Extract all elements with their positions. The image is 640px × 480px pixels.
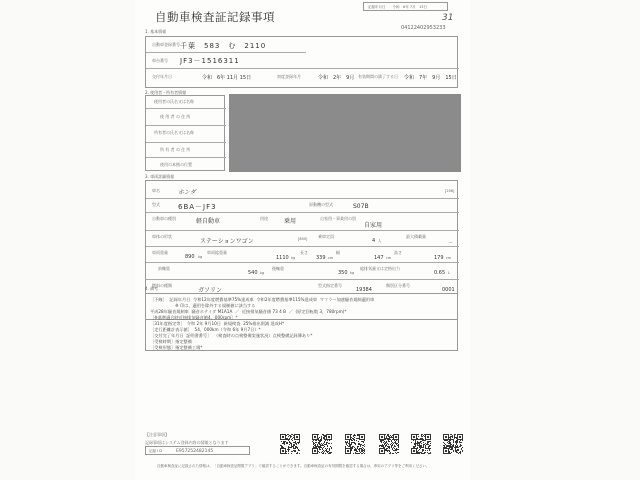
- height-value: 179: [434, 255, 444, 261]
- remarks-line-8: ［受検時期］指定整備: [150, 339, 192, 344]
- body-shape: ステーションワゴン: [200, 238, 254, 245]
- basic-info-section: 1. 基本情報: [145, 29, 167, 34]
- category-number-label: 類別区分番号: [386, 283, 410, 288]
- use-label: 用途: [260, 216, 268, 221]
- record-date: 記録年月日 令和 6年 7月 13日: [368, 5, 428, 9]
- vehicle-kind-label: 自動車の種別: [152, 216, 176, 221]
- type-number-value: 19384: [356, 287, 372, 293]
- handwritten-number: 31: [442, 13, 454, 23]
- base-location-label: 使用の本拠の位置: [160, 162, 192, 167]
- remarks-line-3: 平成28年騒音規制車 騒音ホテイダ M1A1A ／ 近接排気騒音値 73 4 B ／ (原定回転数 3，780rpm)*: [150, 309, 347, 314]
- remarks-line-2: ※ 印は、適用を除外する規制値に該当する: [150, 303, 256, 308]
- remarks-line-6: ［走行距離計表示値］ 54，000km（令和 6年 9月7日）*: [150, 327, 261, 332]
- rear-axle-label: 後軸重: [272, 266, 284, 271]
- length-unit: cm: [328, 256, 334, 260]
- displacement-value: 0.65: [434, 270, 446, 276]
- notice-title: 【注意事項】: [145, 432, 169, 437]
- purpose-value: 自家用: [364, 222, 383, 229]
- vehicle-weight-value: 890: [185, 254, 195, 260]
- rear-axle-value: 350: [338, 270, 348, 276]
- remarks-line-5: ［31年度指定等］ 令和 2年 9月10日 新規検査 25%排出削減 達成H*: [150, 321, 285, 326]
- qr-code-2: [312, 434, 332, 454]
- front-axle-value: 540: [248, 270, 258, 276]
- vehicle-section: 3. 車両詳細情報: [145, 174, 175, 179]
- front-axle-label: 前軸重: [158, 266, 170, 271]
- width-unit: cm: [386, 256, 392, 260]
- capacity-value: 4: [372, 238, 376, 244]
- fuel-label: 燃料の種類: [152, 283, 172, 288]
- issue-date: 令和 6年 11月 15日: [202, 75, 252, 81]
- fuel-value: ガソリン: [198, 287, 223, 294]
- vehicle-kind: 軽自動車: [196, 218, 221, 225]
- front-axle-unit: kg: [260, 271, 265, 275]
- inspection-record-sheet: [135, 0, 470, 480]
- model-label: 型式: [152, 202, 160, 207]
- record-id-value: E957252482145: [176, 449, 214, 454]
- engine-label: 原動機の型式: [309, 202, 333, 207]
- document-number: 04122402953233: [401, 25, 446, 31]
- fine-print: 自動車検査証に記録された情報は、「自動車検査証閲覧アプリ」で確認することができます。自動車検査証の有効期限を確認する場合は、専用のアプリ等をご利用ください。: [157, 464, 430, 468]
- registration-number: 千葉 583 む 2110: [180, 42, 267, 50]
- use-value: 乗用: [284, 218, 297, 225]
- vehicle-weight-label: 車両重量: [152, 250, 168, 255]
- gross-weight-unit: kg: [291, 256, 296, 260]
- record-id-box: [145, 446, 250, 455]
- width-value: 147: [374, 255, 384, 261]
- engine-model: S07B: [353, 203, 369, 210]
- first-registration-date: 令和 2年 9月: [318, 75, 355, 81]
- maker-code: [206]: [445, 189, 455, 193]
- qr-code-1: [280, 434, 300, 454]
- width-label: 幅: [336, 250, 340, 255]
- capacity-label: 乗車定員: [318, 234, 334, 239]
- displacement-unit: L: [448, 271, 450, 275]
- body-code: [800]: [298, 237, 308, 241]
- record-id-label: 記録 I D: [149, 449, 162, 453]
- max-load-label: 最大積載量: [406, 234, 426, 239]
- max-load-value: －: [448, 240, 454, 246]
- expiry-date: 令和 7年 9月 15日: [404, 75, 457, 81]
- notice-block: [145, 432, 265, 446]
- length-label: 長さ: [300, 250, 308, 255]
- remarks-line-1: ［下線］ 記録年月日 令和12年度燃費基準75%達成車 令和2年度燃費基準115%達成車 マフラー加速騒音規制適用車: [150, 297, 375, 302]
- qr-code-6: [443, 434, 463, 454]
- redacted-owner-info: [229, 94, 461, 172]
- qr-code-4: [379, 434, 399, 454]
- expiry-date-label: 有効期間の満了する日: [358, 74, 398, 79]
- maker-label: 車名: [152, 188, 160, 193]
- user-address-label: 使 用 者 の 住 所: [160, 114, 191, 119]
- type-number-label: 型式指定番号: [318, 283, 342, 288]
- notice-body: 記録事項はシステム登録内容の情報となります: [145, 440, 229, 445]
- model-code: 6BA－JF3: [178, 203, 217, 211]
- remarks-section: 4. 備考: [145, 286, 159, 291]
- body-shape-label: 車体の形状: [152, 234, 172, 239]
- qr-code-5: [411, 434, 431, 454]
- remarks-box: [145, 293, 458, 351]
- user-name-label: 使用者の氏名又は名称: [154, 99, 194, 104]
- first-registration-label: 初度登録年月: [277, 74, 301, 79]
- maker-name: ホンダ: [178, 189, 196, 196]
- chassis-number: JF3－1516311: [180, 57, 240, 65]
- issue-date-label: 交付年月日: [152, 74, 172, 79]
- category-number-value: 0001: [442, 287, 455, 293]
- gross-weight-label: 車両総重量: [207, 250, 227, 255]
- qr-code-3: [345, 434, 365, 454]
- record-date-box: [363, 2, 448, 11]
- chassis-number-label: 車台番号: [152, 58, 168, 63]
- vehicle-weight-unit: kg: [198, 255, 203, 259]
- remarks-line-4: ［※基準適合時近接排気騒音値4，000rpm］*: [150, 315, 238, 320]
- basic-info-table: [145, 36, 458, 88]
- owner-name-label: 所有者の氏名又は名称: [154, 130, 194, 135]
- page-title: 自動車検査証記録事項: [155, 10, 275, 24]
- length-value: 339: [316, 255, 326, 261]
- owner-address-label: 所 有 者 の 住 所: [160, 147, 191, 152]
- purpose-label: 自家用・事業用の別: [320, 216, 356, 221]
- owner-labels: [145, 95, 225, 171]
- rear-axle-unit: kg: [350, 271, 355, 275]
- displacement-label: 総排気量又は定格出力: [360, 266, 400, 271]
- remarks-line-9: ［受検形態］指定整備工場*: [150, 345, 203, 350]
- remarks-line-7: ［交付完了年月日 証明書番号］ （検査時の点検整備実施状況）点検整備記録簿あり*: [150, 333, 313, 338]
- height-label: 高さ: [394, 250, 402, 255]
- capacity-unit: 人: [378, 239, 382, 243]
- owner-section: 2. 使用者・所有者情報: [145, 90, 187, 95]
- gross-weight-value: 1110: [276, 255, 289, 261]
- registration-number-label: 自動車登録番号: [152, 42, 180, 47]
- height-unit: cm: [446, 256, 452, 260]
